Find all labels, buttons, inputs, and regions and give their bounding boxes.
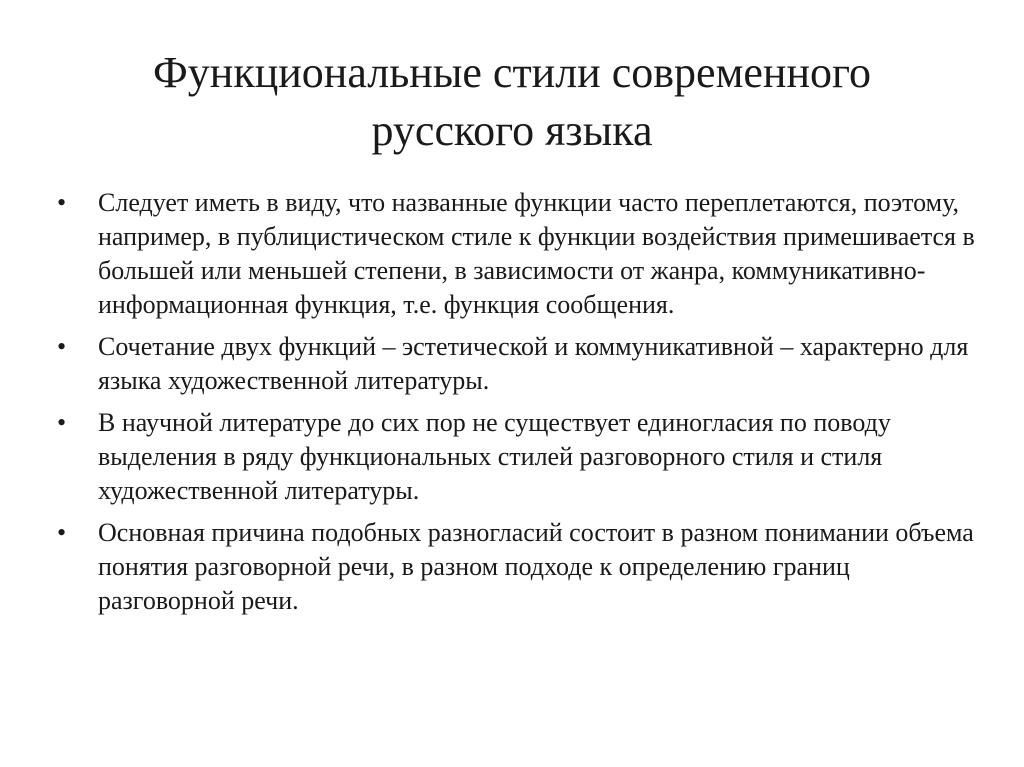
- bullet-text: В научной литературе до сих пор не существует единогласия по поводу выделения в ряду функциональных стилей разговорного стиля и стиля художественной литературы.: [98, 408, 891, 505]
- bullet-item: [57, 516, 977, 618]
- bullet-dot-icon: •: [57, 332, 67, 361]
- slide-title-line-2: русского языка: [371, 106, 653, 155]
- bullet-item: [57, 406, 977, 508]
- bullet-item: [57, 330, 977, 398]
- slide-title: [60, 44, 964, 160]
- bullet-dot-icon: •: [57, 518, 67, 547]
- bullet-text: Следует иметь в виду, что названные функции часто переплетаются, поэтому, например, в публицистическом стиле к функции воздействия примешивается в большей или меньшей степени, в зависимости от жанра, коммуникативно-информационная функция, т.е. функция сообщения.: [98, 188, 975, 319]
- bullet-dot-icon: •: [57, 408, 67, 437]
- bullet-dot-icon: •: [57, 188, 67, 217]
- bullet-text: Основная причина подобных разногласий состоит в разном понимании объема понятия разговорной речи, в разном подходе к определению границ разговорной речи.: [98, 518, 974, 615]
- bullet-item: [57, 186, 977, 322]
- bullet-text: Сочетание двух функций – эстетической и коммуникативной – характерно для языка художественной литературы.: [98, 332, 969, 395]
- bullet-list: [57, 186, 977, 626]
- slide-title-line-1: Функциональные стили современного: [153, 48, 871, 97]
